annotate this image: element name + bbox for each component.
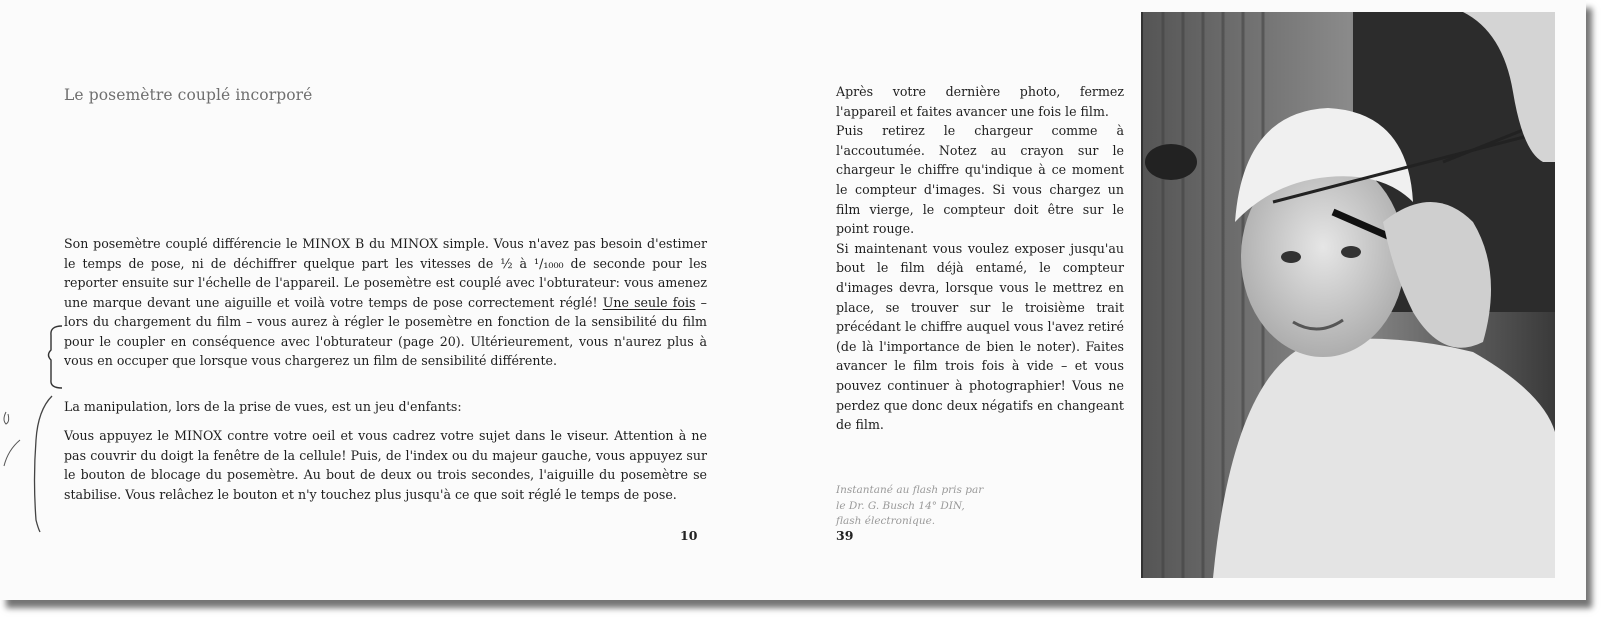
page-number-right: 39 bbox=[836, 528, 854, 543]
left-page bbox=[0, 0, 800, 600]
p1-text-after: – lors du chargement du film – vous aurez à régler le posemètre en fonction de la sensibilité du film pour le coupler en conséquence avec l'obturateur (page 20). Ultérieurement, vous n'aurez plus à vous en occuper que lorsque vous chargerez un film de sensibilité différente. bbox=[64, 294, 707, 368]
p1-text-before: Son posemètre couplé différencie le MINOX B du MINOX simple. Vous n'avez pas besoin d'estimer le temps de pose, ni de déchiffrer quelque part les vitesses de ½ à ¹/₁₀₀₀ de seconde pour les reporter ensuite sur l'échelle de l'appareil. Le posemètre est couplé avec l'obturateur: vous amenez une marque devant une aiguille et voilà votre temps de pose correctement réglé! bbox=[64, 236, 707, 310]
paragraph-manipulation: La manipulation, lors de la prise de vues, est un jeu d'enfants: bbox=[64, 399, 462, 414]
p1-underlined-text: Une seule fois bbox=[602, 294, 696, 310]
child-haircut-photo-icon bbox=[1141, 12, 1555, 578]
paragraph-instructions: Vous appuyez le MINOX contre votre oeil et vous cadrez votre sujet dans le viseur. Attention à ne pas couvrir du doigt la fenêtre de la cellule! Puis, de l'index ou du majeur gauche, vous appuyez sur le bouton de blocage du posemètre. Au bout de deux ou trois secondes, l'aiguille du posemètre se stabilise. Vous relâchez le bouton et n'y touchez plus jusqu'à ce que soit réglé le temps de pose. bbox=[64, 428, 707, 502]
right-text-column bbox=[836, 82, 1124, 435]
paragraph-last-photo: Après votre dernière photo, fermez l'appareil et faites avancer une fois le film. bbox=[836, 84, 1124, 119]
paragraph-remove-cartridge: Puis retirez le chargeur comme à l'accoutumée. Notez au crayon sur le chargeur le chiffre qu'indique à ce moment le compteur d'images. Si vous chargez un film vierge, le compteur doit être sur le point rouge. bbox=[836, 123, 1124, 237]
paragraph-reload-film: Si maintenant vous voulez exposer jusqu'au bout le film déjà entamé, le compteur d'images devra, lorsque vous le mettrez en place, se trouver sur le troisième trait précédant le chiffre auquel vous l'avez retiré (de là l'importance de bien le noter). Faites avancer le film trois fois à vide – et vous pouvez continuer à photographier! Vous ne perdez que donc deux négatifs en changeant de film. bbox=[836, 240, 1124, 433]
page-number-left: 10 bbox=[680, 528, 698, 543]
photo-caption: Instantané au flash pris par le Dr. G. Busch 14° DIN, flash électronique. bbox=[836, 484, 984, 527]
right-page bbox=[800, 0, 1586, 600]
margin-annotation-icon bbox=[0, 0, 120, 600]
paragraph-posemetre bbox=[64, 234, 707, 371]
page-heading: Le posemètre couplé incorporé bbox=[64, 86, 313, 104]
